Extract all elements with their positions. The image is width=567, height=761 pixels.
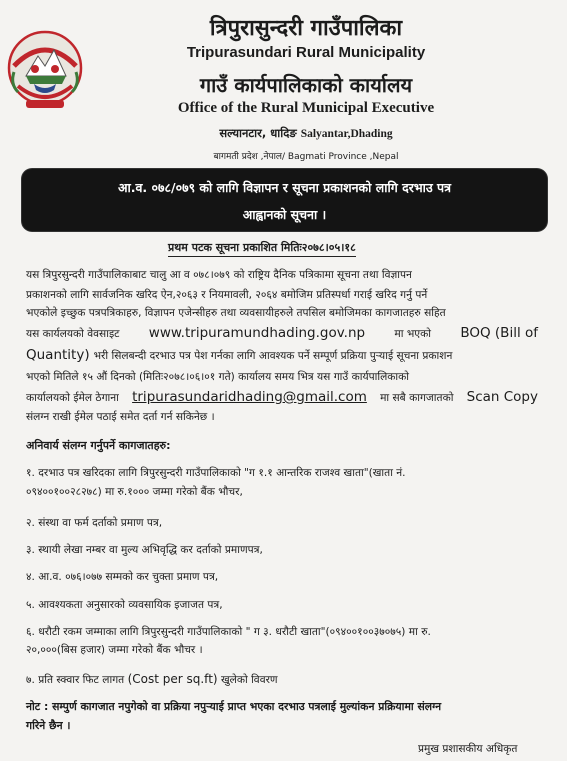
paragraph-text: यस त्रिपुरसुन्दरी गाउँपालिकाबाट चालु आ व ०७८।०७९ को राष्ट्रिय दैनिक पत्रिकामा सूचना तथा विज्ञापन xyxy=(26,269,412,281)
publish-date: प्रथम पटक सूचना प्रकाशित मितिः२०७८।०५।१८ xyxy=(168,240,356,257)
paragraph-text: कार्यालयको ईमेल ठेगाना xyxy=(26,392,119,404)
requirement-item-5: ५. आवश्यकता अनुसारको व्यवसायिक इजाजत पत्र, xyxy=(26,599,223,611)
note-line-2: गरिने छैन । xyxy=(26,719,71,732)
requirement-item-6-cont: २०,०००(बिस हजार) जम्मा गरेको बैंक भौचर । xyxy=(26,644,203,656)
office-name-nepali: गाउँ कार्यपालिकाको कार्यालय xyxy=(199,73,413,97)
cost-per-sqft-text: (Cost per sq.ft) xyxy=(127,672,218,686)
requirement-text: खुलेको विवरण xyxy=(220,674,278,686)
requirement-item-6: ६. धरौटी रकम जम्माका लागि त्रिपुरसुन्दरी गाउँपालिकाको " ग ३. धरौटी खाता"(०९४००१००३७०७५) मा रु. xyxy=(26,626,431,638)
paragraph-line-1 xyxy=(26,268,538,282)
notice-title-line2: आह्वानको सूचना । xyxy=(242,207,327,222)
requirements-heading: अनिवार्य संलग्न गर्नुपर्ने कागजातहरु: xyxy=(26,439,171,452)
province-nepali: बागमती प्रदेश ,नेपाल/ xyxy=(213,152,286,162)
paragraph-text: भएको मितिले १५ औं दिनको (मितिः२०७८।०६।०१ गते) कार्यालय समय भित्र यस गाउँ कार्यपालिकाको xyxy=(26,371,410,383)
requirement-item-3: ३. स्थायी लेखा नम्बर वा मुल्य अभिवृद्धि कर दर्ताको प्रमाणपत्र, xyxy=(26,544,263,556)
paragraph-line-6 xyxy=(26,370,538,384)
paragraph-line-3 xyxy=(26,306,538,320)
paragraph-text: यस कार्यलयको वेवसाइट xyxy=(26,328,120,340)
paragraph-text: प्रकाशनको लागि सार्वजनिक खरिद ऐन,२०६३ र नियमावली, २०६४ बमोजिम प्रतिस्पर्धा गराई खरिद गर्नु पर्ने xyxy=(26,289,428,301)
requirement-item-2: २. संस्था वा फर्म दर्ताको प्रमाण पत्र, xyxy=(26,517,163,529)
website-link[interactable]: www.tripuramundhading.gov.np xyxy=(148,325,366,341)
email-link[interactable]: tripurasundaridhading@gmail.com xyxy=(132,389,367,405)
nepal-emblem-logo xyxy=(4,26,86,114)
requirement-text: ७. प्रति स्क्वार फिट लागत xyxy=(26,674,125,686)
address-line xyxy=(96,126,516,141)
requirement-item-1-cont: ०९४००१००२८२७८) मा रु.१००० जम्मा गरेको बैंक भौचर, xyxy=(26,486,243,498)
paragraph-line-4 xyxy=(26,325,538,341)
paragraph-line-5 xyxy=(26,347,538,363)
province-english: Bagmati Province ,Nepal xyxy=(287,152,399,162)
address-nepali: सल्यानटार, धादिङ xyxy=(219,126,297,140)
address-english: Salyantar,Dhading xyxy=(300,128,393,140)
paragraph-text: भरी सिलबन्दी दरभाउ पत्र पेश गर्नका लागि आवश्यक पर्ने सम्पूर्ण प्रक्रिया पुऱ्याई सूचना प्रकाशन xyxy=(93,350,453,362)
paragraph-line-8 xyxy=(26,410,538,424)
paragraph-line-7 xyxy=(26,389,538,405)
requirement-item-1: १. दरभाउ पत्र खरिदका लागि त्रिपुरसुन्दरी गाउँपालिकाको "ग १.१ आन्तरिक राजश्व खाता"(खाता नं. xyxy=(26,467,406,479)
province-line xyxy=(96,149,516,162)
scan-copy-text: Scan Copy xyxy=(466,389,538,405)
paragraph-text: मा सबै कागजातको xyxy=(380,392,454,404)
note-line-1: नोट : सम्पुर्ण कागजात नपुगेको वा प्रक्रिया नपुऱ्याई प्राप्त भएका दरभाउ पत्रलाई मुल्यांकन प्रक्रियामा संलग्न xyxy=(26,700,442,713)
requirement-item-4: ४. आ.व. ०७६।०७७ सम्मको कर चुक्ता प्रमाण पत्र, xyxy=(26,571,219,583)
requirement-item-7 xyxy=(26,672,278,687)
municipality-name-english: Tripurasundari Rural Municipality xyxy=(186,44,426,61)
paragraph-text: मा भएको xyxy=(394,328,432,340)
paragraph-line-2 xyxy=(26,288,538,302)
municipality-name-nepali: त्रिपुरासुन्दरी गाउँपालिका xyxy=(209,16,403,41)
notice-title-line1: आ.व. ०७८/०७९ को लागि विज्ञापन र सूचना प्रकाशनको लागि दरभाउ पत्र xyxy=(117,180,452,195)
signatory-title: प्रमुख प्रशासकीय अधिकृत xyxy=(418,743,518,755)
office-name-english: Office of the Rural Municipal Executive xyxy=(177,100,435,116)
paragraph-text: संलग्न राखी ईमेल पठाई समेत दर्ता गर्न सकिनेछ । xyxy=(26,411,215,423)
paragraph-text: भएकोले इच्छुक पत्रपत्रिकाहरु, विज्ञापन एजेन्सीहरु तथा व्यवसायीहरुले तपसिल बमोजिमका कागजातहरु सहित xyxy=(26,307,446,319)
boq-text: BOQ (Bill of xyxy=(460,325,538,341)
notice-title-banner xyxy=(22,169,547,231)
quantity-text: Quantity) xyxy=(26,347,90,363)
